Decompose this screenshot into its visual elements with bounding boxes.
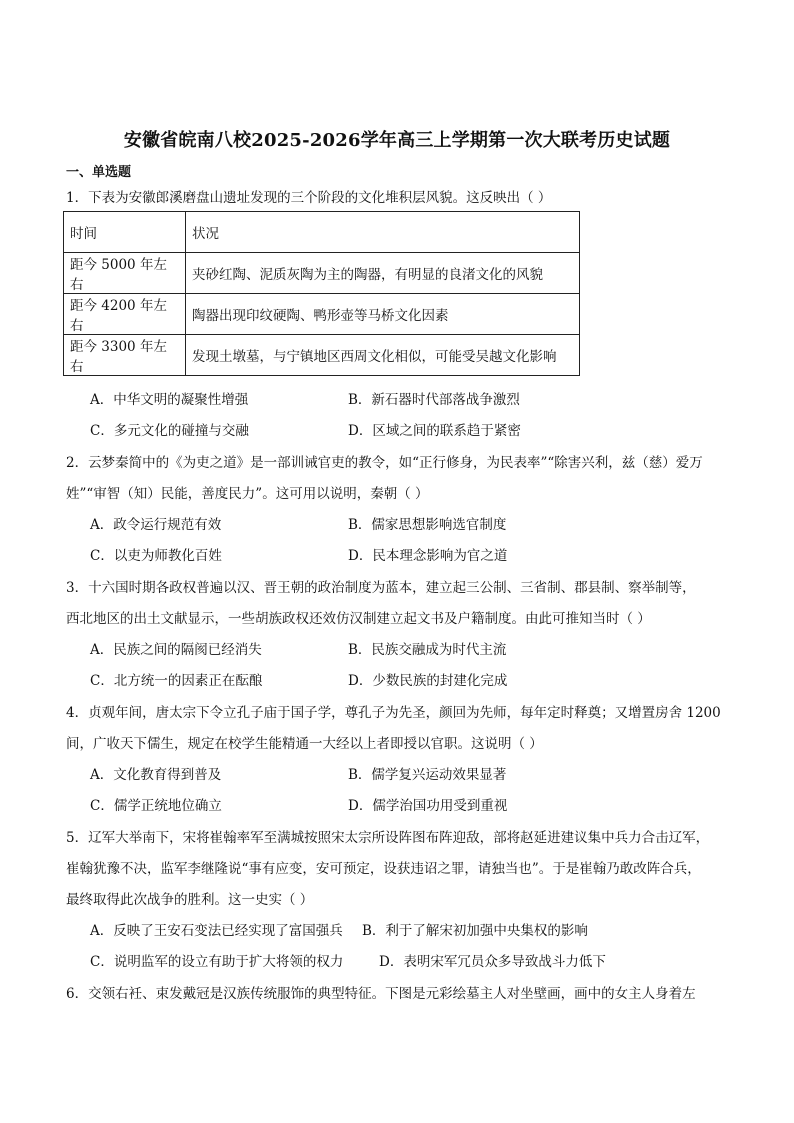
- question-5-stem-line-3: 最终取得此次战争的胜利。这一史实（ ）: [66, 892, 314, 908]
- question-1-option-d: D．区域之间的联系趋于紧密: [348, 423, 521, 439]
- table-row: [64, 293, 580, 334]
- question-5-option-b: B．利于了解宋初加强中央集权的影响: [362, 923, 588, 939]
- question-5-stem-line-1: 5．辽军大举南下，宋将崔翰率军至满城按照宋太宗所设阵图布阵迎敌，部将赵延进建议集中兵力合击辽军，: [66, 830, 710, 846]
- question-3-option-d: D．少数民族的封建化完成: [348, 673, 508, 689]
- question-3-stem-line-1: 3．十六国时期各政权普遍以汉、晋王朝的政治制度为蓝本，建立起三公制、三省制、郡县制、察举制等，: [66, 580, 696, 596]
- table-cell: 夹砂红陶、泥质灰陶为主的陶器，有明显的良渚文化的风貌: [186, 252, 580, 293]
- section-heading: 一、单选题: [66, 165, 132, 180]
- question-1-stem: 1．下表为安徽郎溪磨盘山遗址发现的三个阶段的文化堆积层风貌。这反映出（ ）: [66, 190, 552, 206]
- question-4-option-b: B．儒学复兴运动效果显著: [348, 767, 507, 783]
- table-cell: 距今 4200 年左右: [64, 293, 186, 334]
- question-2-option-b: B．儒家思想影响选官制度: [348, 517, 507, 533]
- question-3-option-a: A．民族之间的隔阂已经消失: [90, 642, 262, 658]
- question-1-option-a: A．中华文明的凝聚性增强: [90, 392, 249, 408]
- question-3-stem-line-2: 西北地区的出土文献显示，一些胡族政权还效仿汉制建立起文书及户籍制度。由此可推知当时（ ）: [66, 611, 651, 627]
- question-4-option-d: D．儒学治国功用受到重视: [348, 798, 508, 814]
- question-6-stem-line-1: 6．交领右衽、束发戴冠是汉族传统服饰的典型特征。下图是元彩绘墓主人对坐壁画，画中的女主人身着左: [66, 986, 696, 1002]
- table-header-cell: 时间: [64, 212, 186, 253]
- table-cell: 发现土墩墓，与宁镇地区西周文化相似，可能受吴越文化影响: [186, 334, 580, 375]
- question-3-option-b: B．民族交融成为时代主流: [348, 642, 507, 658]
- question-2-stem-line-1: 2．云梦秦简中的《为吏之道》是一部训诫官吏的教令，如“正行修身，为民表率”“除害兴利，兹（慈）爱万: [66, 455, 703, 471]
- question-2-option-d: D．民本理念影响为官之道: [348, 548, 508, 564]
- table-header-cell: 状况: [186, 212, 580, 253]
- question-2-stem-line-2: 姓”“审智（知）民能，善度民力”。这可用以说明，秦朝（ ）: [66, 486, 429, 502]
- table-header-row: [64, 212, 580, 253]
- question-4-stem-line-2: 间，广收天下儒生，规定在校学生能精通一大经以上者即授以官职。这说明（ ）: [66, 736, 543, 752]
- question-4-option-c: C．儒学正统地位确立: [90, 798, 222, 814]
- table-cell: 距今 5000 年左右: [64, 252, 186, 293]
- question-5-stem-line-2: 崔翰犹豫不决，监军李继隆说“事有应变，安可预定，设获违诏之罪，请独当也”。于是崔翰乃敢改阵合兵，: [66, 861, 701, 877]
- question-5-option-a: A．反映了王安石变法已经实现了富国强兵: [90, 923, 343, 939]
- question-2-option-c: C．以吏为师教化百姓: [90, 548, 222, 564]
- question-5-option-c: C．说明监军的设立有助于扩大将领的权力: [90, 954, 344, 970]
- question-4-stem-line-1: 4．贞观年间，唐太宗下令立孔子庙于国子学，尊孔子为先圣，颜回为先师，每年定时释奠；又增置房舍 1200: [66, 705, 721, 721]
- table-cell: 距今 3300 年左右: [64, 334, 186, 375]
- table-row: [64, 334, 580, 375]
- question-4-option-a: A．文化教育得到普及: [90, 767, 222, 783]
- question-2-option-a: A．政令运行规范有效: [90, 517, 222, 533]
- question-5-option-d: D．表明宋军冗员众多导致战斗力低下: [379, 954, 606, 970]
- question-3-option-c: C．北方统一的因素正在酝酿: [90, 673, 263, 689]
- question-1-option-c: C．多元文化的碰撞与交融: [90, 423, 249, 439]
- question-1-option-b: B．新石器时代部落战争激烈: [348, 392, 520, 408]
- table-cell: 陶器出现印纹硬陶、鸭形壶等马桥文化因素: [186, 293, 580, 334]
- page-title: 安徽省皖南八校2025-2026学年高三上学期第一次大联考历史试题: [123, 130, 671, 151]
- question-1-table: [63, 211, 580, 376]
- table-row: [64, 252, 580, 293]
